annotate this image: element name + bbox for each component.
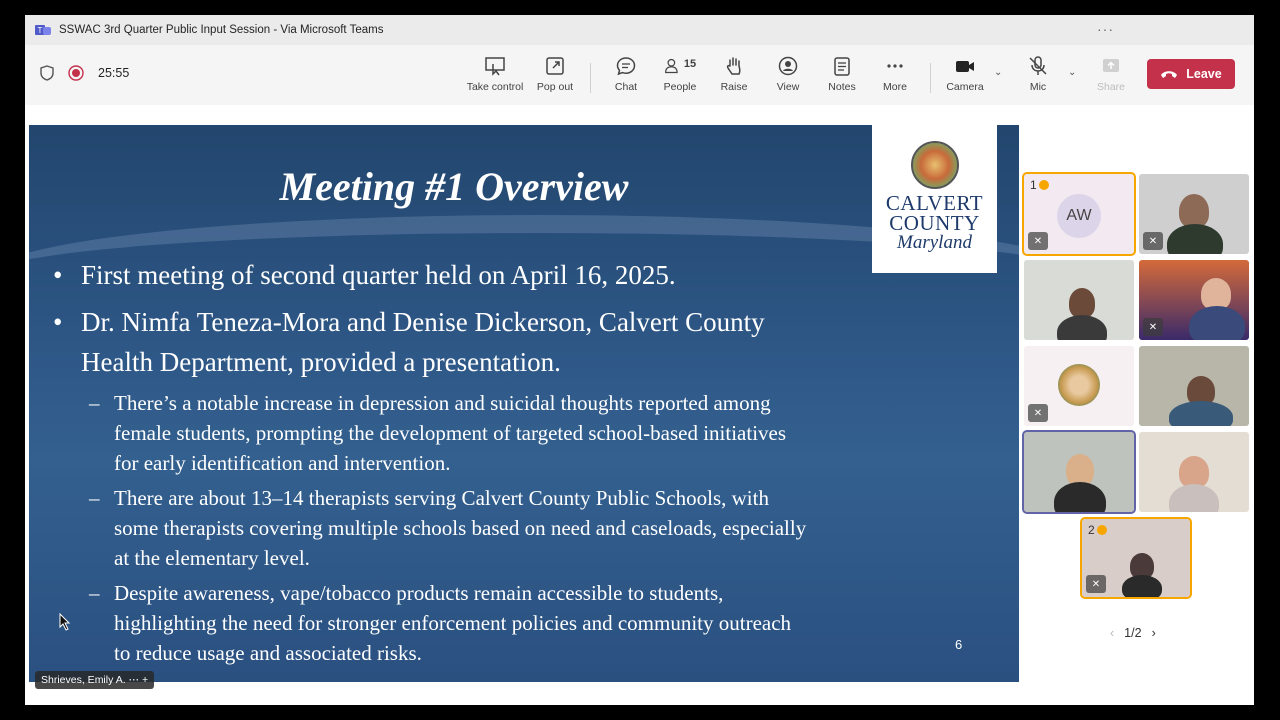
participant-tile[interactable] (1139, 260, 1249, 340)
participant-tile[interactable] (1024, 260, 1134, 340)
chat-icon (615, 55, 637, 77)
recording-icon (68, 65, 84, 81)
participant-video (1167, 224, 1223, 254)
participant-video (1069, 288, 1095, 318)
people-icon (664, 55, 682, 77)
take-control-button[interactable]: Take control (464, 55, 526, 103)
more-button[interactable]: More (864, 55, 926, 103)
participant-video (1169, 401, 1233, 426)
meeting-timer: 25:55 (98, 66, 130, 80)
toolbar-divider (930, 63, 931, 93)
raised-hand-icon (1039, 180, 1049, 190)
mic-muted-icon: ✕ (1143, 318, 1163, 336)
hand-raise-badge: 1 (1030, 178, 1049, 192)
dash-marker: – (89, 581, 100, 605)
hang-up-icon (1160, 69, 1178, 79)
meeting-toolbar (25, 45, 1254, 105)
hand-raise-badge: 2 (1088, 523, 1107, 537)
raised-hand-icon (1097, 525, 1107, 535)
view-button[interactable]: View (757, 55, 819, 103)
window-more-icon[interactable]: ··· (1097, 21, 1114, 37)
raise-hand-icon (723, 55, 745, 77)
participant-tile[interactable] (1139, 346, 1249, 426)
participant-tile-aw[interactable] (1024, 174, 1134, 254)
participant-video (1169, 484, 1219, 512)
participant-tile[interactable] (1139, 432, 1249, 512)
raise-hand-button[interactable]: Raise (703, 55, 765, 103)
participant-video (1054, 482, 1106, 512)
meeting-stage (25, 105, 1254, 705)
slide-sub-bullet: – Despite awareness, vape/tobacco products remain accessible to students, highlighting the need for stronger enforcement policies and community outreach to reduce usage and associated risks. (114, 578, 791, 668)
chat-button[interactable]: Chat (595, 55, 657, 103)
share-button[interactable]: Share (1080, 55, 1142, 103)
bullet-marker: • (53, 260, 63, 290)
participant-video (1189, 306, 1245, 340)
slide-sub-bullet: – There’s a notable increase in depression and suicidal thoughts reported among female students, prompting the development of targeted school-based initiatives for early identification and intervention. (114, 388, 786, 478)
take-control-icon (484, 55, 506, 77)
avatar: AW (1057, 194, 1101, 238)
mic-options-chevron-icon[interactable]: ⌄ (1068, 67, 1077, 78)
mic-off-icon (1027, 55, 1049, 77)
slide-sub-bullet: – There are about 13–14 therapists serving Calvert County Public Schools, with some therapists covering multiple schools based on need and caseloads, especially at the elementary level. (114, 483, 806, 573)
participant-video (1122, 575, 1162, 597)
camera-button[interactable]: Camera (934, 55, 996, 103)
notes-button[interactable]: Notes (811, 55, 873, 103)
people-count: 15 (683, 58, 697, 70)
more-icon (884, 55, 906, 77)
slide-bullet: • First meeting of second quarter held on April 16, 2025. (81, 255, 676, 295)
previous-page-icon[interactable]: ‹ (1110, 626, 1115, 640)
participant-tile[interactable] (1139, 174, 1249, 254)
participant-tile[interactable] (1082, 519, 1190, 597)
teams-window (25, 15, 1254, 705)
slide-page-number: 6 (955, 637, 963, 652)
participant-tile[interactable] (1024, 432, 1134, 512)
mouse-cursor-icon (59, 613, 71, 631)
pop-out-button[interactable]: Pop out (524, 55, 586, 103)
presenter-name-tag: Shrieves, Emily A. ⋯ + (35, 671, 154, 689)
people-button[interactable]: 15 People (649, 55, 711, 103)
avatar (1058, 364, 1100, 406)
bullet-marker: • (53, 307, 63, 337)
page-indicator: 1/2 (1124, 626, 1142, 640)
calvert-county-logo: CALVERT COUNTY Maryland (872, 125, 997, 273)
leave-button[interactable]: Leave (1147, 59, 1235, 89)
notes-icon (831, 55, 853, 77)
slide-title: Meeting #1 Overview (279, 164, 629, 209)
teams-icon (35, 23, 51, 37)
share-icon (1100, 55, 1122, 77)
mic-muted-icon: ✕ (1028, 232, 1048, 250)
county-seal-icon (911, 141, 959, 189)
camera-icon (954, 55, 976, 77)
participant-tile[interactable] (1024, 346, 1134, 426)
view-icon (777, 55, 799, 77)
dash-marker: – (89, 486, 100, 510)
participant-video (1057, 315, 1107, 340)
participant-video (1179, 194, 1209, 228)
mic-button[interactable]: Mic (1007, 55, 1069, 103)
toolbar-divider (590, 63, 591, 93)
gallery-pager (1110, 626, 1156, 640)
camera-options-chevron-icon[interactable]: ⌄ (994, 67, 1003, 78)
mic-muted-icon: ✕ (1028, 404, 1048, 422)
shield-icon (40, 65, 54, 81)
mic-muted-icon: ✕ (1086, 575, 1106, 593)
shared-slide (29, 125, 1019, 682)
pop-out-icon (544, 55, 566, 77)
title-bar (25, 15, 1254, 45)
slide-bullet: • Dr. Nimfa Teneza-Mora and Denise Dickerson, Calvert County Health Department, provided a presentation. (81, 302, 765, 382)
window-title: SSWAC 3rd Quarter Public Input Session - Via Microsoft Teams (59, 24, 384, 36)
mic-muted-icon: ✕ (1143, 232, 1163, 250)
dash-marker: – (89, 391, 100, 415)
next-page-icon[interactable]: › (1151, 626, 1156, 640)
svg-text:T: T (37, 26, 43, 35)
